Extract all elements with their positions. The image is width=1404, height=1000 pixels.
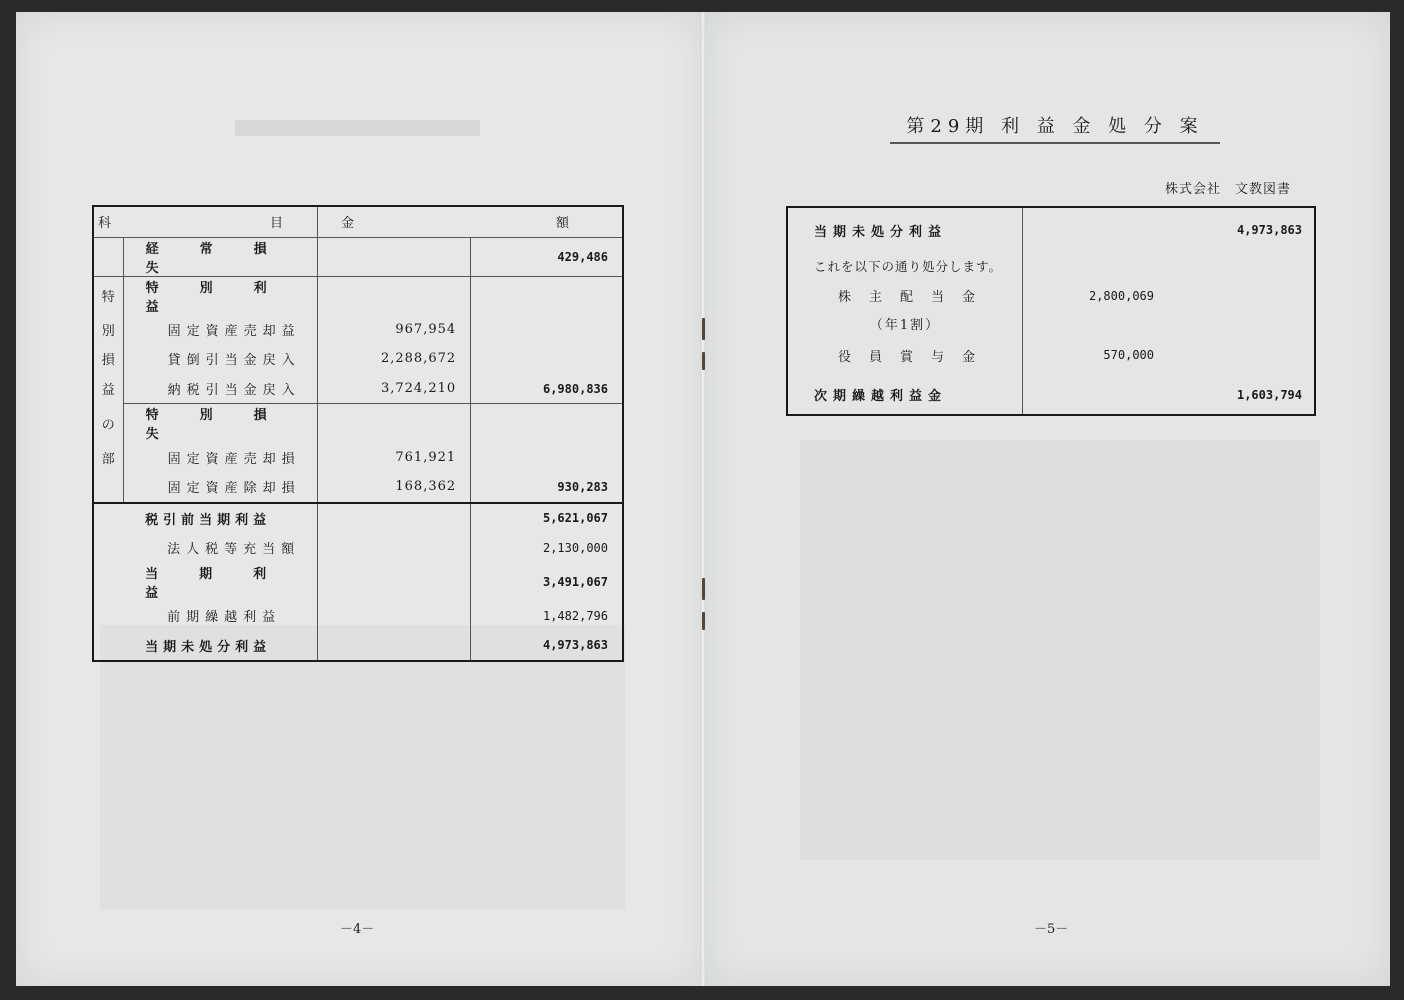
table-row <box>787 376 1315 415</box>
row-label: 株主配当金 <box>838 290 994 306</box>
table-row <box>93 533 623 563</box>
row-sub: 570,000 <box>1103 348 1154 363</box>
row-total <box>471 344 623 374</box>
row-sub: 967,954 <box>317 315 470 345</box>
row-label: 次期繰越利益金 <box>814 389 948 405</box>
row-total: 2,130,000 <box>542 540 608 555</box>
row-label: 固定資産除却損 <box>167 481 301 497</box>
side-label: 益 <box>93 374 123 404</box>
staple-mark <box>702 578 705 600</box>
row-label: 当期未処分利益 <box>145 639 272 655</box>
side-label: 部 <box>93 442 123 472</box>
row-sub <box>317 533 470 563</box>
side-label: の <box>93 404 123 443</box>
row-sub: 168,362 <box>317 472 470 503</box>
row-total: 5,621,067 <box>471 503 623 534</box>
row-label: 貸倒引当金戻入 <box>167 353 301 369</box>
table-row <box>93 601 623 631</box>
row-sub <box>317 630 470 661</box>
row-label: 経 常 損 失 <box>145 241 308 276</box>
row-label: （年1割） <box>869 317 941 333</box>
page-title: 第29期 利 益 金 処 分 案 <box>890 112 1220 144</box>
row-sub <box>317 404 470 443</box>
row-label: 当 期 利 益 <box>145 566 308 601</box>
table-row <box>93 442 623 472</box>
row-sub <box>317 601 470 631</box>
row-sub: 3,724,210 <box>317 374 470 404</box>
row-label: 当期未処分利益 <box>814 224 948 240</box>
table-row <box>93 630 623 661</box>
table-row <box>93 237 623 276</box>
table-row <box>93 374 623 404</box>
page-number: －4－ <box>340 922 375 937</box>
row-sub <box>317 563 470 601</box>
staple-mark <box>702 612 705 630</box>
staple-mark <box>702 318 705 340</box>
row-total <box>471 404 623 443</box>
row-total: 429,486 <box>557 249 608 264</box>
row-label: 役員賞与金 <box>838 349 994 365</box>
row-label: 前期繰越利益 <box>167 610 282 626</box>
company-name: 株式会社 文教図書 <box>1165 182 1292 197</box>
row-sub <box>317 503 470 534</box>
table-row <box>787 252 1315 279</box>
row-total <box>471 442 623 472</box>
row-total: 1,603,794 <box>1236 387 1302 402</box>
row-sub <box>317 276 470 315</box>
staple-mark <box>702 352 705 370</box>
side-label: 別 <box>93 315 123 345</box>
row-sub: 761,921 <box>317 442 470 472</box>
row-total: 930,283 <box>557 479 608 494</box>
header-item: 科 目 <box>93 206 317 237</box>
table-row <box>93 472 623 503</box>
row-total <box>1023 252 1316 279</box>
bleed-through <box>800 440 1320 860</box>
row-sub <box>317 237 470 276</box>
table-row <box>93 315 623 345</box>
header-amount: 金 額 <box>317 206 623 237</box>
row-label: 納税引当金戻入 <box>167 383 301 399</box>
table-row <box>93 276 623 315</box>
row-label: 特 別 利 益 <box>145 280 308 315</box>
table-header-row <box>93 206 623 237</box>
row-total: 1,482,796 <box>542 608 608 623</box>
profit-appropriation-table <box>786 206 1316 416</box>
binding-gutter <box>700 12 706 986</box>
side-label: 特 <box>93 276 123 315</box>
row-total: 4,973,863 <box>1236 223 1302 238</box>
row-label: 固定資産売却損 <box>167 451 301 467</box>
table-row <box>93 503 623 534</box>
table-row <box>787 279 1315 312</box>
row-label: これを以下の通り処分します。 <box>814 258 1003 274</box>
row-total <box>471 315 623 345</box>
row-total <box>1023 312 1316 335</box>
side-label: 損 <box>93 344 123 374</box>
row-label: 特 別 損 失 <box>145 408 308 443</box>
table-row <box>93 404 623 443</box>
table-row <box>787 335 1315 376</box>
bleed-through <box>235 120 480 136</box>
row-total <box>471 276 623 315</box>
row-label: 固定資産売却益 <box>167 323 301 339</box>
table-row <box>93 563 623 601</box>
row-total: 4,973,863 <box>542 638 608 653</box>
table-row <box>93 344 623 374</box>
row-total: 3,491,067 <box>542 574 608 589</box>
row-label: 税引前当期利益 <box>145 512 272 528</box>
row-sub: 2,800,069 <box>1088 288 1154 303</box>
page-number: －5－ <box>1034 922 1069 937</box>
row-sub: 2,288,672 <box>317 344 470 374</box>
table-row <box>787 312 1315 335</box>
income-statement-table <box>92 205 624 662</box>
table-row <box>787 207 1315 252</box>
bleed-through <box>100 625 625 910</box>
row-label: 法人税等充当額 <box>167 542 301 558</box>
row-total: 6,980,836 <box>542 381 608 396</box>
